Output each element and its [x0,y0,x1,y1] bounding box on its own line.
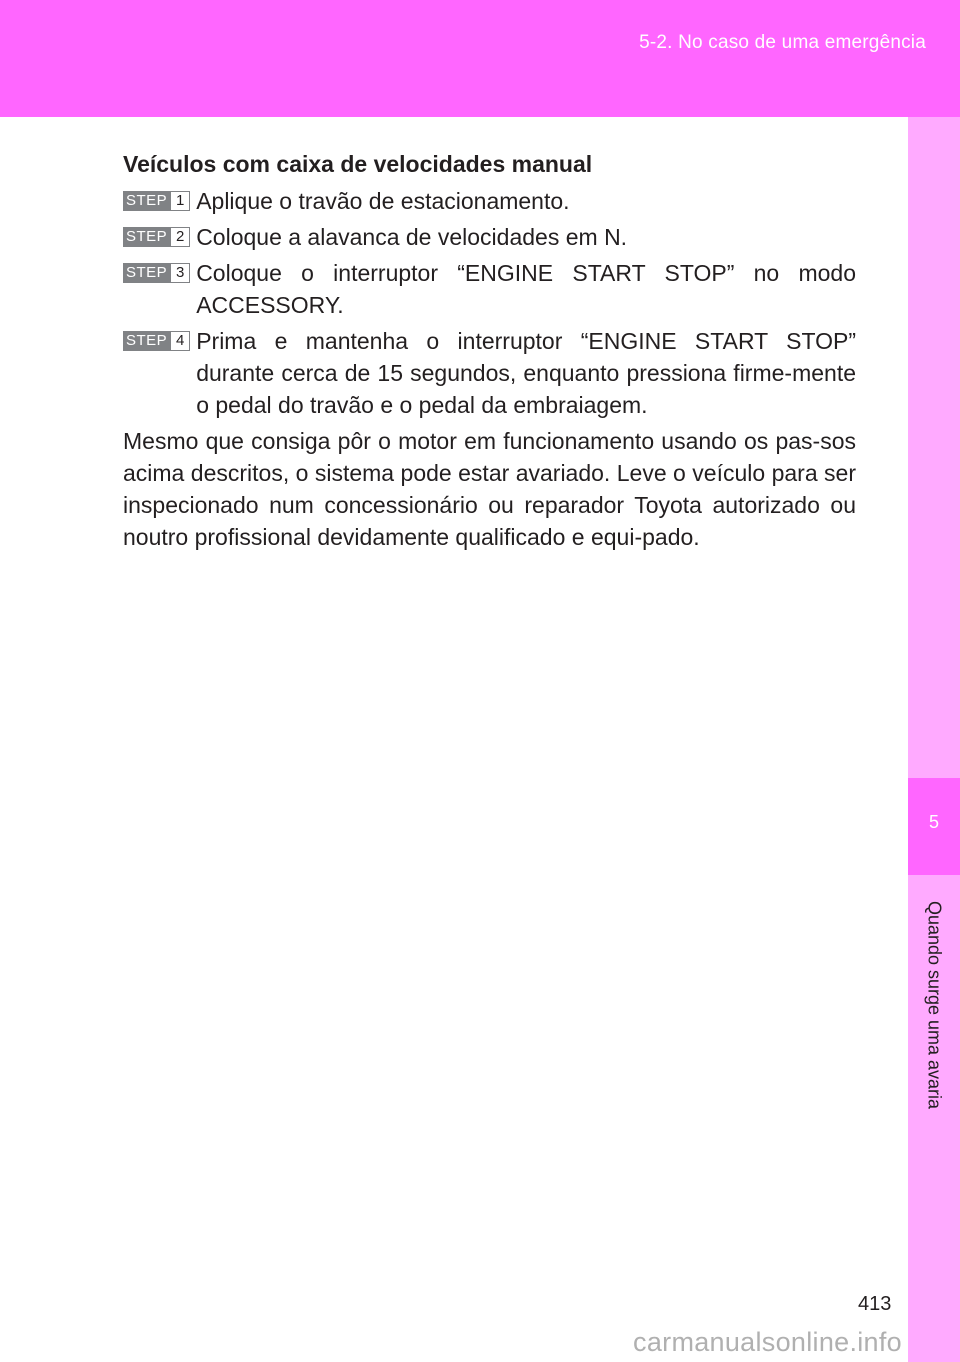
step-item-2 [123,221,856,253]
page-number: 413 [858,1293,892,1315]
step-badge-number: 1 [170,191,190,211]
step-badge-number: 2 [170,227,190,247]
step-text: Prima e mantenha o interruptor “ENGINE START STOP” durante cerca de 15 segundos, enquanto pressiona firme-mente o pedal do travão e o pedal da embraiagem. [196,328,856,418]
header-band [0,0,960,117]
step-item-4 [123,325,856,421]
step-badge [123,331,190,351]
step-badge [123,191,190,211]
body-paragraph: Mesmo que consiga pôr o motor em funcionamento usando os pas-sos acima descritos, o sistema pode estar avariado. Leve o veículo para ser inspecionado num concessionário ou reparador Toyota autorizado ou noutro profissional devidamente qualificado e equi-pado. [123,428,856,550]
step-badge-number: 3 [170,263,190,283]
section-title: 5-2. No caso de uma emergência [639,32,926,53]
step-badge-label: STEP [123,191,170,211]
step-text: Coloque o interruptor “ENGINE START STOP” no modo ACCESSORY. [196,260,856,318]
step-item-1 [123,185,856,217]
page-content [123,148,856,553]
step-item-3 [123,257,856,321]
step-badge-label: STEP [123,263,170,283]
step-badge-label: STEP [123,227,170,247]
step-text: Aplique o travão de estacionamento. [196,188,570,214]
step-badge-number: 4 [170,331,190,351]
step-badge-label: STEP [123,331,170,351]
sub-heading: Veículos com caixa de velocidades manual [123,151,593,177]
step-badge [123,263,190,283]
step-badge [123,227,190,247]
chapter-number: 5 [928,812,939,832]
watermark: carmanualsonline.info [633,1327,902,1357]
chapter-side-tab [908,117,960,1362]
chapter-label: Quando surge uma avaria [924,900,945,1110]
step-text: Coloque a alavanca de velocidades em N. [196,224,628,250]
